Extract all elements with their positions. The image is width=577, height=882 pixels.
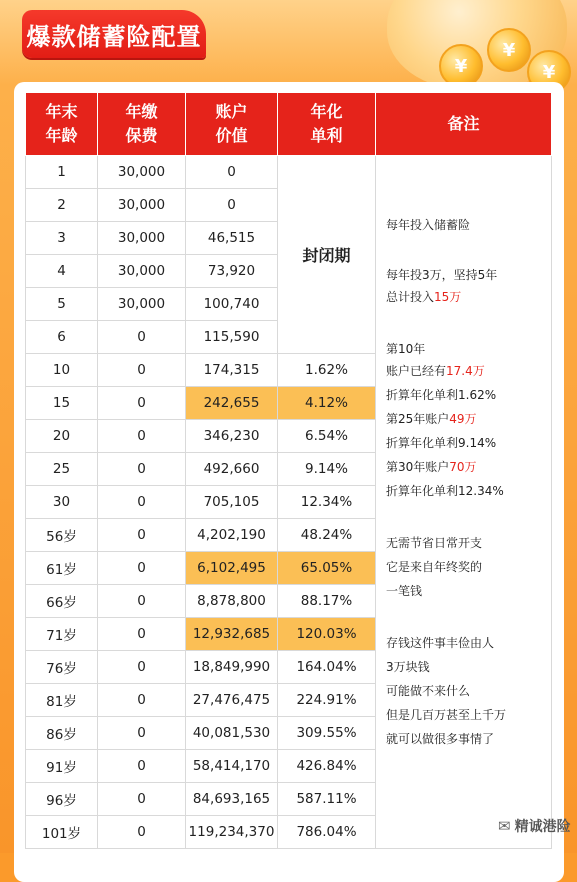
cell-age: 66岁: [26, 585, 98, 618]
note-line: [386, 266, 497, 283]
cell-account-value: 12,932,685: [186, 618, 278, 651]
cell-account-value: 174,315: [186, 354, 278, 387]
note-text: 无需节省日常开支: [386, 536, 483, 550]
cell-annual-rate: 164.04%: [278, 651, 376, 684]
cell-annual-rate: 88.17%: [278, 585, 376, 618]
cell-annual-rate: 120.03%: [278, 618, 376, 651]
cell-annual-rate: 9.14%: [278, 453, 376, 486]
note-line: [386, 482, 504, 499]
cell-lock-period: 封闭期: [278, 156, 376, 354]
header-account-value: 账户 价值: [186, 93, 278, 156]
cell-account-value: 40,081,530: [186, 717, 278, 750]
cell-account-value: 119,234,370: [186, 816, 278, 849]
cell-annual-rate: 224.91%: [278, 684, 376, 717]
cell-age: 86岁: [26, 717, 98, 750]
note-text: 折算年化单利12.34%: [386, 484, 504, 498]
cell-annual-rate: 426.84%: [278, 750, 376, 783]
note-text: 可能做不来什么: [386, 684, 471, 698]
table-row: [26, 156, 552, 189]
note-text: 但是几百万甚至上千万: [386, 708, 507, 722]
cell-premium: 0: [98, 486, 186, 519]
cell-premium: 30,000: [98, 189, 186, 222]
cell-account-value: 27,476,475: [186, 684, 278, 717]
note-line: [386, 458, 477, 475]
note-text: 每年投3万，坚持5年: [386, 268, 498, 282]
cell-account-value: 46,515: [186, 222, 278, 255]
note-text: 就可以做很多事情了: [386, 732, 495, 746]
cell-age: 101岁: [26, 816, 98, 849]
cell-age: 25: [26, 453, 98, 486]
cell-account-value: 492,660: [186, 453, 278, 486]
cell-account-value: 8,878,800: [186, 585, 278, 618]
cell-account-value: 100,740: [186, 288, 278, 321]
cell-premium: 0: [98, 618, 186, 651]
cell-annual-rate: 65.05%: [278, 552, 376, 585]
cell-premium: 30,000: [98, 288, 186, 321]
cell-annual-rate: 12.34%: [278, 486, 376, 519]
note-line: [386, 634, 494, 651]
cell-age: 30: [26, 486, 98, 519]
note-text: 总计投入: [386, 290, 435, 304]
cell-age: 10: [26, 354, 98, 387]
cell-account-value: 18,849,990: [186, 651, 278, 684]
notes-cell: [376, 156, 552, 849]
cell-account-value: 4,202,190: [186, 519, 278, 552]
note-highlight: 70万: [449, 460, 477, 474]
cell-age: 61岁: [26, 552, 98, 585]
note-line: [386, 534, 482, 551]
note-line: [386, 216, 470, 233]
cell-age: 4: [26, 255, 98, 288]
cell-annual-rate: 786.04%: [278, 816, 376, 849]
note-text: 3万块钱: [386, 660, 430, 674]
cell-age: 81岁: [26, 684, 98, 717]
coin-icon: ¥: [439, 44, 483, 88]
coin-jar-illustration: [377, 0, 577, 92]
note-highlight: 49万: [449, 412, 477, 426]
cell-premium: 30,000: [98, 222, 186, 255]
note-line: [386, 410, 477, 427]
note-line: [386, 362, 485, 379]
note-line: [386, 582, 422, 599]
note-line: [386, 558, 482, 575]
note-highlight: 15万: [434, 290, 462, 304]
cell-annual-rate: 48.24%: [278, 519, 376, 552]
cell-age: 91岁: [26, 750, 98, 783]
cell-annual-rate: 309.55%: [278, 717, 376, 750]
cell-annual-rate: 587.11%: [278, 783, 376, 816]
note-text: 存钱这件事丰俭由人: [386, 636, 495, 650]
cell-age: 20: [26, 420, 98, 453]
cell-age: 56岁: [26, 519, 98, 552]
cell-age: 1: [26, 156, 98, 189]
cell-premium: 30,000: [98, 255, 186, 288]
cell-account-value: 0: [186, 156, 278, 189]
cell-premium: 0: [98, 552, 186, 585]
header-premium: 年缴 保费: [98, 93, 186, 156]
cell-age: 3: [26, 222, 98, 255]
cell-age: 5: [26, 288, 98, 321]
cell-account-value: 73,920: [186, 255, 278, 288]
cell-premium: 30,000: [98, 156, 186, 189]
header-age: 年末 年龄: [26, 93, 98, 156]
header-annual-rate: 年化 单利: [278, 93, 376, 156]
cell-premium: 0: [98, 651, 186, 684]
note-line: [386, 730, 494, 747]
note-line: [386, 706, 506, 723]
cell-age: 71岁: [26, 618, 98, 651]
cell-account-value: 0: [186, 189, 278, 222]
note-text: 第25年账户: [386, 412, 450, 426]
note-text: 每年投入储蓄险: [386, 218, 471, 232]
note-line: [386, 682, 470, 699]
page-title: 爆款储蓄险配置: [22, 10, 206, 58]
coin-icon: ¥: [487, 28, 531, 72]
cell-account-value: 58,414,170: [186, 750, 278, 783]
cell-premium: 0: [98, 453, 186, 486]
cell-annual-rate: 4.12%: [278, 387, 376, 420]
cell-account-value: 6,102,495: [186, 552, 278, 585]
cell-account-value: 346,230: [186, 420, 278, 453]
cell-age: 15: [26, 387, 98, 420]
cell-premium: 0: [98, 321, 186, 354]
note-line: [386, 340, 425, 357]
cell-account-value: 115,590: [186, 321, 278, 354]
watermark-text: 精诚港险: [514, 819, 571, 835]
cell-premium: 0: [98, 816, 186, 849]
cell-premium: 0: [98, 717, 186, 750]
cell-age: 96岁: [26, 783, 98, 816]
cell-account-value: 242,655: [186, 387, 278, 420]
note-highlight: 17.4万: [446, 364, 485, 378]
header-notes: 备注: [376, 93, 552, 156]
note-text: 第30年账户: [386, 460, 450, 474]
cell-premium: 0: [98, 585, 186, 618]
cell-account-value: 84,693,165: [186, 783, 278, 816]
cell-annual-rate: 1.62%: [278, 354, 376, 387]
cell-premium: 0: [98, 420, 186, 453]
coin-icon: ¥: [527, 50, 571, 92]
cell-premium: 0: [98, 750, 186, 783]
watermark: [498, 816, 571, 836]
note-text: 一笔钱: [386, 584, 423, 598]
wechat-icon: ✉: [498, 817, 511, 835]
savings-table: [25, 92, 552, 849]
note-text: 它是来自年终奖的: [386, 560, 483, 574]
cell-age: 2: [26, 189, 98, 222]
cell-premium: 0: [98, 519, 186, 552]
cell-premium: 0: [98, 684, 186, 717]
cell-premium: 0: [98, 387, 186, 420]
note-line: [386, 288, 461, 305]
table-header-row: [26, 93, 552, 156]
note-text: 折算年化单利1.62%: [386, 388, 497, 402]
cell-age: 76岁: [26, 651, 98, 684]
note-line: [386, 434, 496, 451]
note-text: 第10年: [386, 342, 426, 356]
cell-annual-rate: 6.54%: [278, 420, 376, 453]
note-line: [386, 658, 430, 675]
cell-premium: 0: [98, 783, 186, 816]
note-line: [386, 386, 496, 403]
note-text: 折算年化单利9.14%: [386, 436, 497, 450]
cell-account-value: 705,105: [186, 486, 278, 519]
cell-premium: 0: [98, 354, 186, 387]
cell-age: 6: [26, 321, 98, 354]
note-text: 账户已经有: [386, 364, 447, 378]
